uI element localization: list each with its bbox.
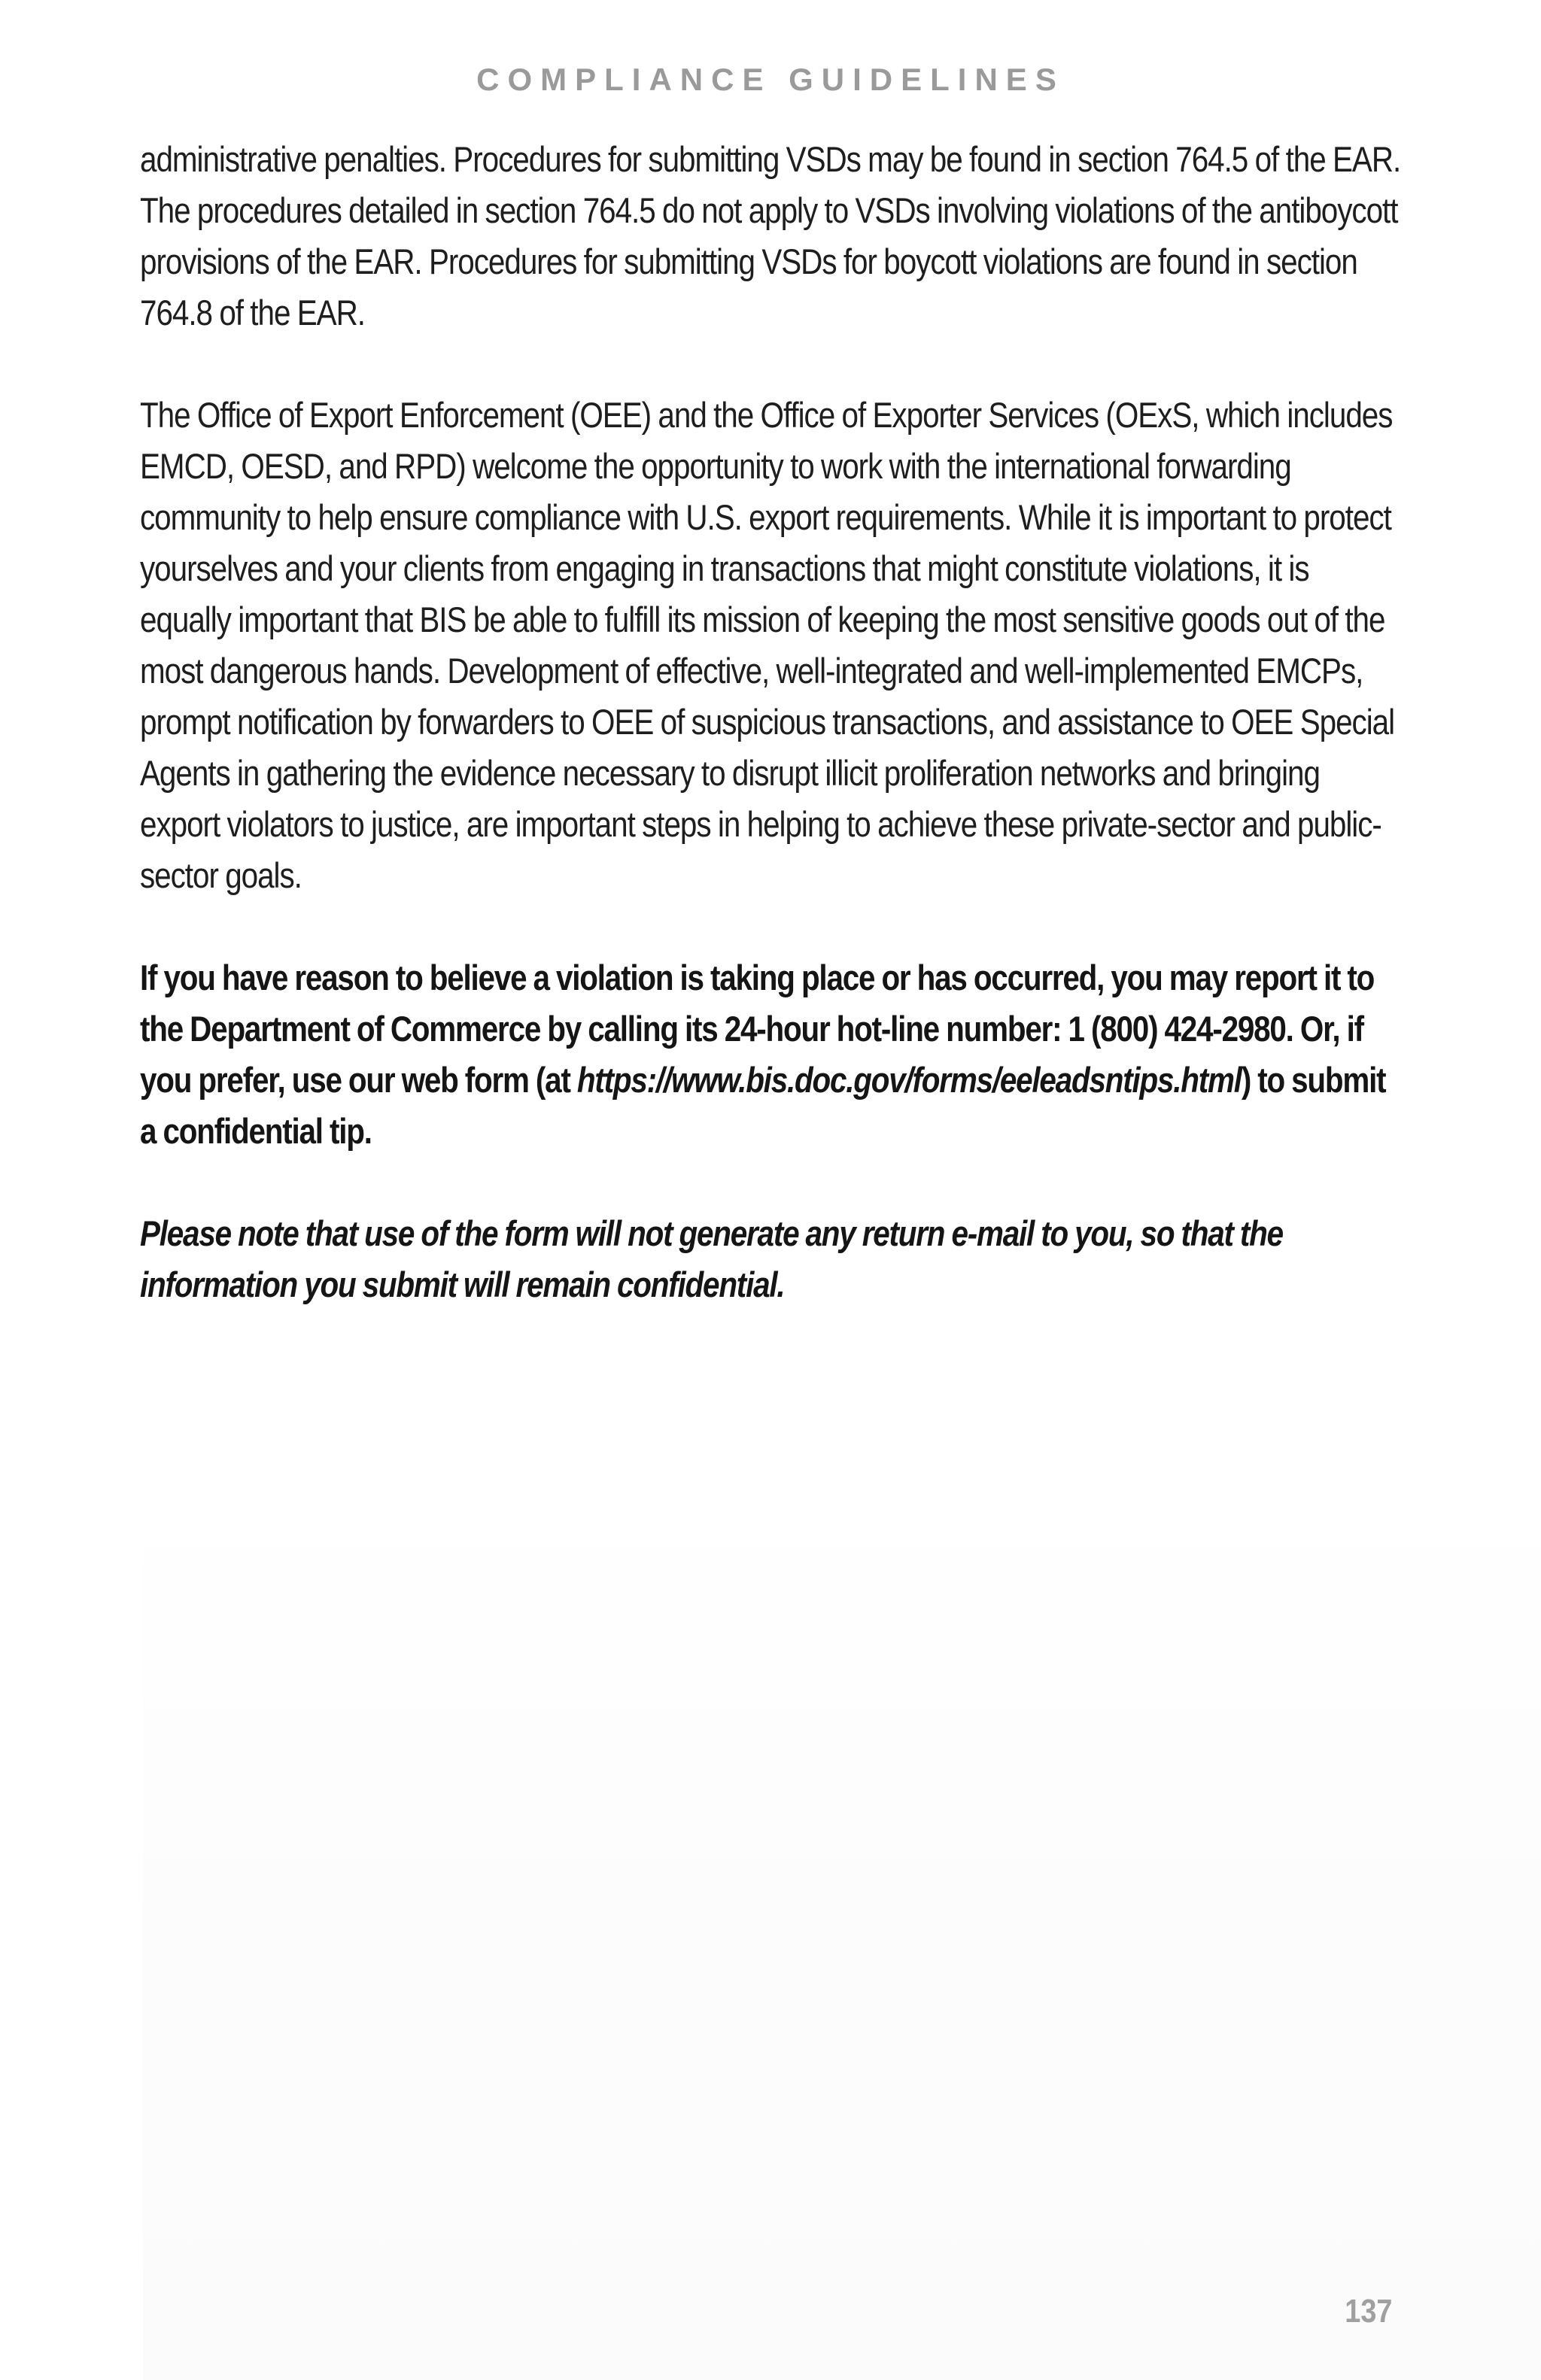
paragraph-confidentiality-note: Please note that use of the form will not generate any return e-mail to you, so that the information you submit will remain confidential. [140,1213,1283,1304]
paragraph-oee-oexs: The Office of Export Enforcement (OEE) and the Office of Exporter Services (OExS, which includes EMCD, OESD, and RPD) welcome the opportunity to work with the international forwarding community to help ensure compliance with U.S. export requirements. While it is important to protect yourselves and your clients from engaging in transactions that might constitute violations, it is equally important that BIS be able to fulfill its mission of keeping the most sensitive goods out of the most dangerous hands. Development of effective, well-integrated and well-implemented EMCPs, prompt notification by forwarders to OEE of suspicious transactions, and assistance to OEE Special Agents in gathering the evidence necessary to disrupt illicit proliferation networks and bringing export violators to justice, are important steps in helping to achieve these private-sector and public-sector goals. [140,395,1395,895]
paragraph-vsd-procedures: administrative penalties. Procedures for submitting VSDs may be found in section 764.5 of the EAR. The procedures detailed in section 764.5 do not apply to VSDs involving violations of the antiboycott provisions of the EAR. Procedures for submitting VSDs for boycott violations are found in section 764.8 of the EAR. [140,139,1401,332]
paragraph-hotline [140,952,1404,1157]
hotline-text-end: ) to submit a confidential tip. [140,1060,1386,1151]
page-body [140,134,1404,1362]
page-number: 137 [1344,2293,1392,2330]
web-form-link[interactable]: https://www.bis.doc.gov/forms/eeleadsntips.html [576,1060,1242,1100]
running-header: COMPLIANCE GUIDELINES [476,62,1065,97]
page-background-shade [143,1497,1541,2380]
hotline-text: If you have reason to believe a violation is taking place or has occurred, you may report it to the Department of Commerce by calling its 24-hour hot-line number: 1 (800) 424-2980. Or, if you prefer, use our web form (at [140,958,1375,1100]
